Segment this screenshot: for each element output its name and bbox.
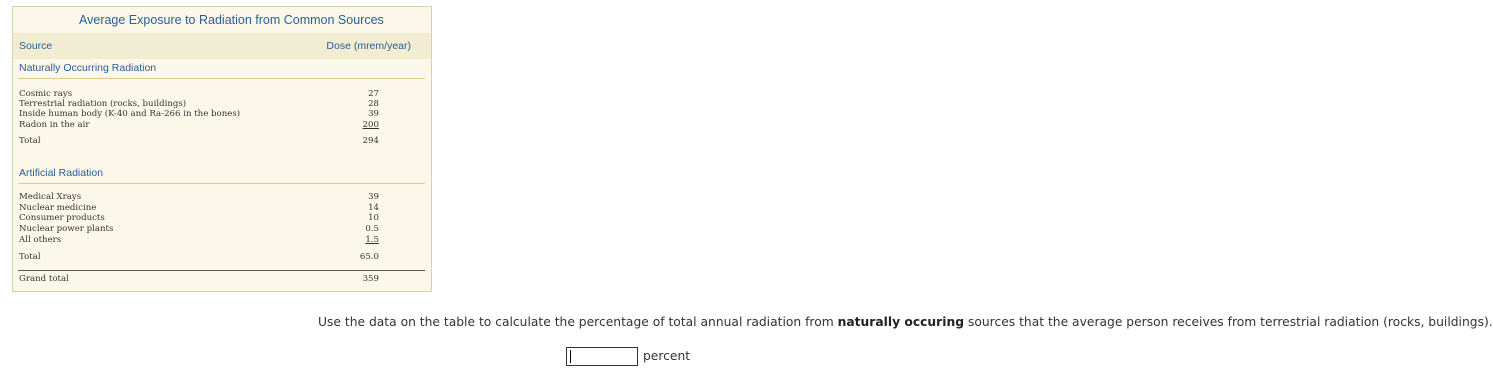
row-label: Nuclear medicine bbox=[19, 203, 97, 213]
row-value: 39 bbox=[368, 109, 379, 119]
table-row bbox=[19, 99, 431, 109]
total-label: Total bbox=[19, 136, 41, 146]
row-label: Medical Xrays bbox=[19, 192, 82, 202]
row-value: 1.5 bbox=[365, 235, 379, 245]
total-value: 65.0 bbox=[359, 252, 379, 262]
section-divider bbox=[18, 78, 425, 79]
table-title: Average Exposure to Radiation from Common Sources bbox=[79, 13, 384, 27]
total-value: 294 bbox=[362, 136, 379, 146]
column-header-source: Source bbox=[19, 40, 53, 52]
table-row bbox=[19, 89, 431, 99]
row-value: 28 bbox=[368, 99, 379, 109]
grand-total-divider bbox=[18, 270, 425, 271]
row-label: Inside human body (K-40 and Ra-266 in the bones) bbox=[19, 109, 241, 119]
table-header-row bbox=[13, 33, 431, 59]
row-value: 27 bbox=[368, 89, 379, 99]
grand-total-row bbox=[19, 274, 431, 284]
question-text-bold: naturally occuring bbox=[837, 315, 965, 329]
table-row bbox=[19, 192, 431, 202]
row-value: 39 bbox=[368, 192, 379, 202]
total-label: Total bbox=[19, 252, 41, 262]
total-row bbox=[19, 252, 431, 262]
row-value: 200 bbox=[362, 120, 379, 130]
grand-total-label: Grand total bbox=[19, 274, 69, 284]
row-label: Cosmic rays bbox=[19, 89, 73, 99]
table-row bbox=[19, 235, 431, 245]
question-text bbox=[318, 315, 1493, 329]
grand-total-value: 359 bbox=[362, 274, 379, 284]
row-value: 0.5 bbox=[365, 224, 379, 234]
row-label: All others bbox=[19, 235, 62, 245]
row-label: Nuclear power plants bbox=[19, 224, 114, 234]
section-heading-natural: Naturally Occurring Radiation bbox=[19, 62, 157, 74]
radiation-table bbox=[12, 6, 432, 292]
table-row bbox=[19, 203, 431, 213]
section-divider bbox=[18, 183, 425, 184]
row-label: Terrestrial radiation (rocks, buildings) bbox=[19, 99, 187, 109]
text-cursor bbox=[570, 350, 571, 363]
column-header-dose: Dose (mrem/year) bbox=[326, 40, 411, 52]
table-row bbox=[19, 213, 431, 223]
row-value: 10 bbox=[368, 213, 379, 223]
total-row bbox=[19, 136, 431, 146]
table-row bbox=[19, 224, 431, 234]
table-row bbox=[19, 109, 431, 119]
table-row bbox=[19, 120, 431, 130]
answer-unit-label: percent bbox=[643, 349, 691, 363]
question-text-before: Use the data on the table to calculate the percentage of total annual radiation from bbox=[318, 315, 838, 329]
section-heading-artificial: Artificial Radiation bbox=[19, 167, 104, 179]
row-label: Consumer products bbox=[19, 213, 105, 223]
question-text-after: sources that the average person receives from terrestrial radiation (rocks, buildings). bbox=[964, 315, 1493, 329]
row-value: 14 bbox=[368, 203, 379, 213]
answer-input[interactable] bbox=[566, 347, 638, 366]
row-label: Radon in the air bbox=[19, 120, 90, 130]
